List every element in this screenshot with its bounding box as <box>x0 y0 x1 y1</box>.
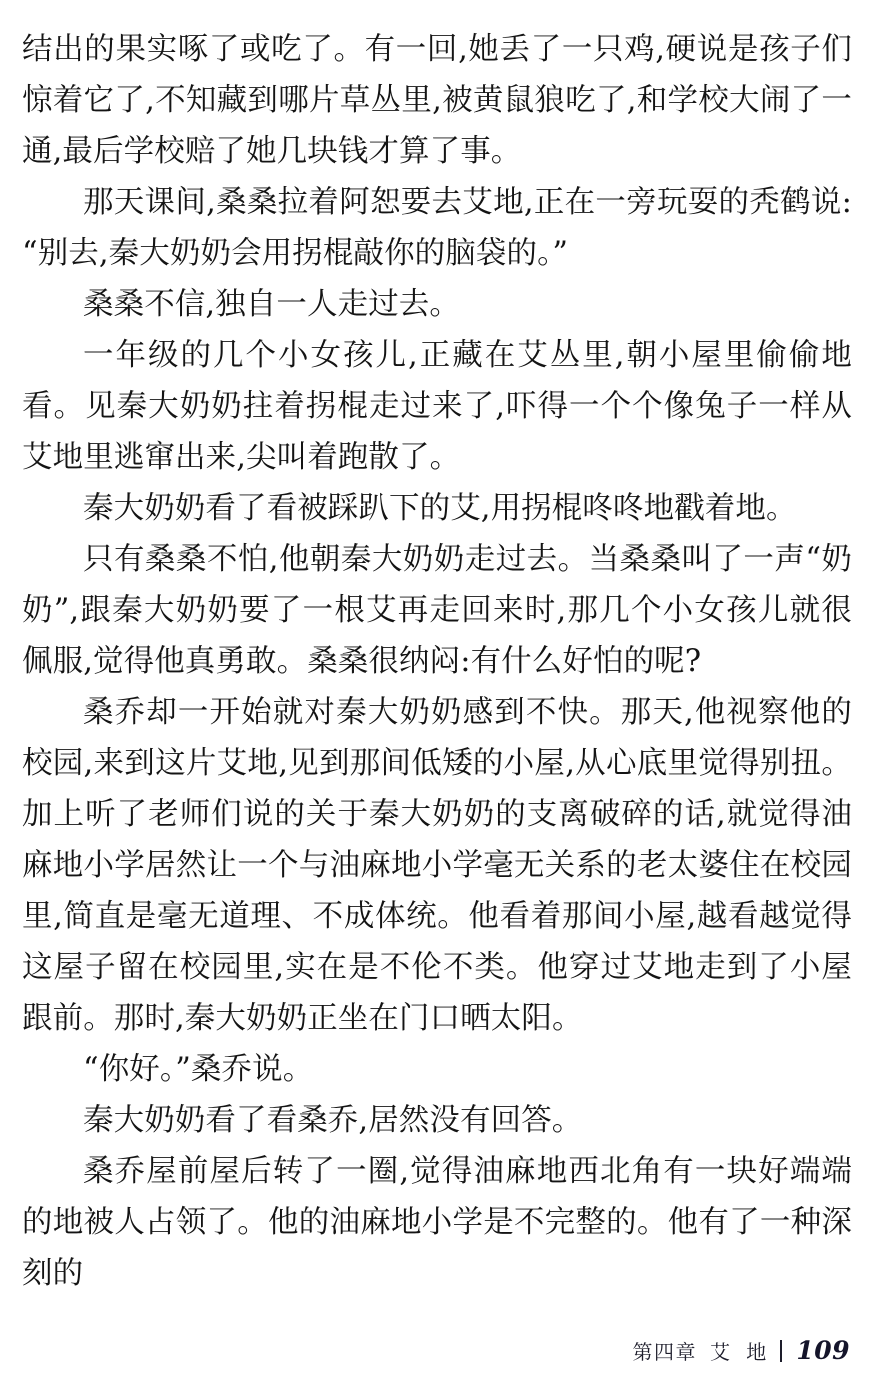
footer-chapter-label: 第四章 <box>632 1340 697 1364</box>
page-text-column <box>22 24 852 1299</box>
paragraph: 桑乔却一开始就对秦大奶奶感到不快。那天,他视察他的校园,来到这片艾地,见到那间低矮的小屋,从心底里觉得别扭。加上听了老师们说的关于秦大奶奶的支离破碎的话,就觉得油麻地小学居然让一个与油麻地小学毫无关系的老太婆住在校园里,简直是毫无道理、不成体统。他看着那间小屋,越看越觉得这屋子留在校园里,实在是不伦不类。他穿过艾地走到了小屋跟前。那时,秦大奶奶正坐在门口晒太阳。 <box>22 695 852 1036</box>
paragraph: “你好。”桑乔说。 <box>83 1052 314 1087</box>
paragraph: 结出的果实啄了或吃了。有一回,她丢了一只鸡,硬说是孩子们惊着它了,不知藏到哪片草丛里,被黄鼠狼吃了,和学校大闹了一通,最后学校赔了她几块钱才算了事。 <box>22 32 852 169</box>
footer-chapter-title: 艾 地 <box>709 1340 772 1364</box>
footer-separator-rule <box>780 1340 782 1362</box>
paragraph: 桑乔屋前屋后转了一圈,觉得油麻地西北角有一块好端端的地被人占领了。他的油麻地小学是不完整的。他有了一种深刻的 <box>22 1154 852 1291</box>
paragraph: 秦大奶奶看了看被踩趴下的艾,用拐棍咚咚地戳着地。 <box>83 491 797 526</box>
page-footer <box>632 1336 850 1365</box>
paragraph: 那天课间,桑桑拉着阿恕要去艾地,正在一旁玩耍的秃鹤说:“别去,秦大奶奶会用拐棍敲你的脑袋的。” <box>22 185 852 271</box>
paragraph: 只有桑桑不怕,他朝秦大奶奶走过去。当桑桑叫了一声“奶奶”,跟秦大奶奶要了一根艾再走回来时,那几个小女孩儿就很佩服,觉得他真勇敢。桑桑很纳闷:有什么好怕的呢? <box>22 542 852 679</box>
paragraph: 秦大奶奶看了看桑乔,居然没有回答。 <box>83 1103 583 1138</box>
page-number: 109 <box>796 1336 850 1365</box>
paragraph: 一年级的几个小女孩儿,正藏在艾丛里,朝小屋里偷偷地看。见秦大奶奶拄着拐棍走过来了,吓得一个个像兔子一样从艾地里逃窜出来,尖叫着跑散了。 <box>22 338 852 475</box>
paragraph: 桑桑不信,独自一人走过去。 <box>83 287 460 322</box>
